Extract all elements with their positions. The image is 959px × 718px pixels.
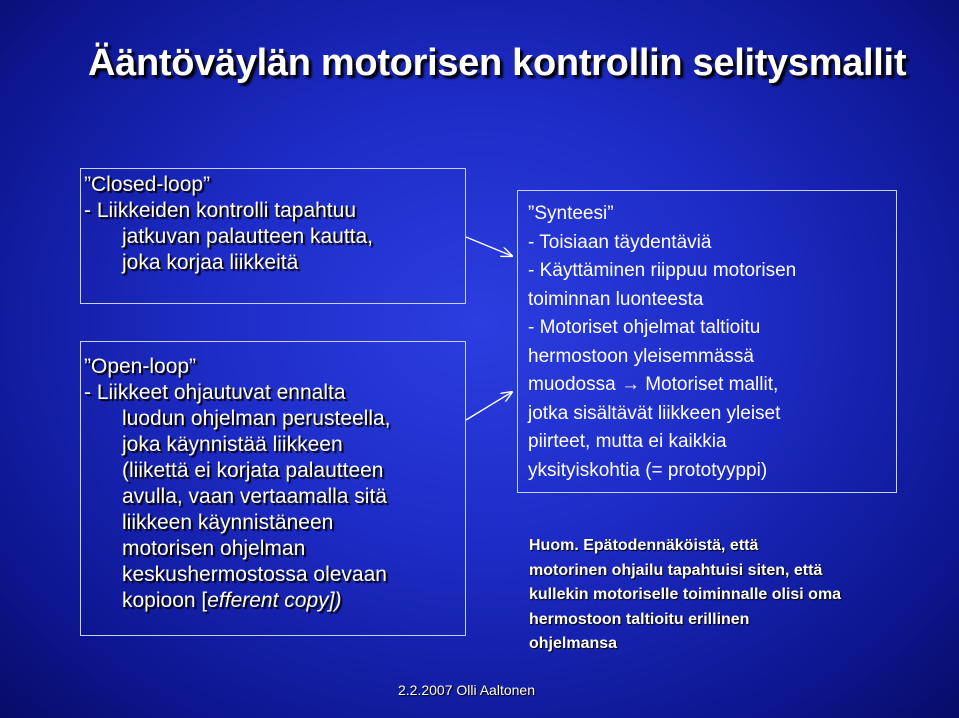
synthesis-arrow-prefix: muodossa: [528, 374, 616, 395]
synthesis-line: hermostoon yleisemmässä: [528, 345, 754, 367]
closed-loop-line: joka korjaa liikkeitä: [122, 251, 299, 274]
footer-date-author: 2.2.2007 Olli Aaltonen: [398, 682, 535, 698]
closed-loop-heading: ”Closed-loop”: [84, 173, 211, 196]
note-line: hermostoon taltioitu erillinen: [529, 610, 750, 628]
open-loop-line: avulla, vaan vertaamalla sitä: [122, 485, 387, 508]
synthesis-line: jotka sisältävät liikkeen yleiset: [528, 402, 781, 424]
open-loop-line: - Liikkeet ohjautuvat ennalta: [84, 381, 346, 404]
synthesis-line: piirteet, mutta ei kaikkia: [528, 431, 727, 452]
open-loop-line: (liikettä ei korjata palautteen: [122, 459, 384, 482]
closed-to-synthesis-arrow: [466, 237, 512, 256]
right-arrow-icon: →: [620, 374, 640, 395]
synthesis-heading: ”Synteesi”: [528, 203, 614, 224]
open-loop-line: liikkeen käynnistäneen: [122, 511, 334, 534]
open-loop-line: joka käynnistää liikkeen: [122, 433, 343, 456]
note-line: motorinen ohjailu tapahtuisi siten, että: [529, 561, 823, 579]
open-loop-line: keskushermostossa olevaan: [122, 563, 387, 586]
note-line: Huom. Epätodennäköistä, että: [529, 537, 759, 554]
synthesis-line: - Motoriset ohjelmat taltioitu: [528, 317, 761, 338]
synthesis-line: - Toisiaan täydentäviä: [528, 231, 712, 253]
note-line: ohjelmansa: [529, 635, 618, 652]
open-to-synthesis-arrow: [466, 392, 512, 420]
synthesis-arrow-suffix: Motoriset mallit,: [645, 374, 779, 395]
synthesis-line: yksityiskohtia (= prototyyppi): [528, 459, 768, 481]
open-loop-heading: ”Open-loop”: [84, 355, 197, 378]
open-loop-line: luodun ohjelman perusteella,: [122, 407, 391, 430]
closed-loop-line: - Liikkeiden kontrolli tapahtuu: [84, 199, 356, 222]
slide-title: Ääntöväylän motorisen kontrollin selitysmallit: [88, 42, 907, 84]
closed-loop-line: jatkuvan palautteen kautta,: [122, 225, 374, 248]
open-loop-last-prefix: kopioon [: [122, 589, 208, 612]
open-loop-line: motorisen ohjelman: [122, 537, 306, 560]
note-line: kullekin motoriselle toiminnalle olisi oma: [529, 586, 842, 603]
synthesis-line: toiminnan luonteesta: [528, 288, 704, 310]
efferent-copy-term: efferent copy]): [207, 589, 342, 612]
synthesis-line: - Käyttäminen riippuu motorisen: [528, 260, 797, 281]
